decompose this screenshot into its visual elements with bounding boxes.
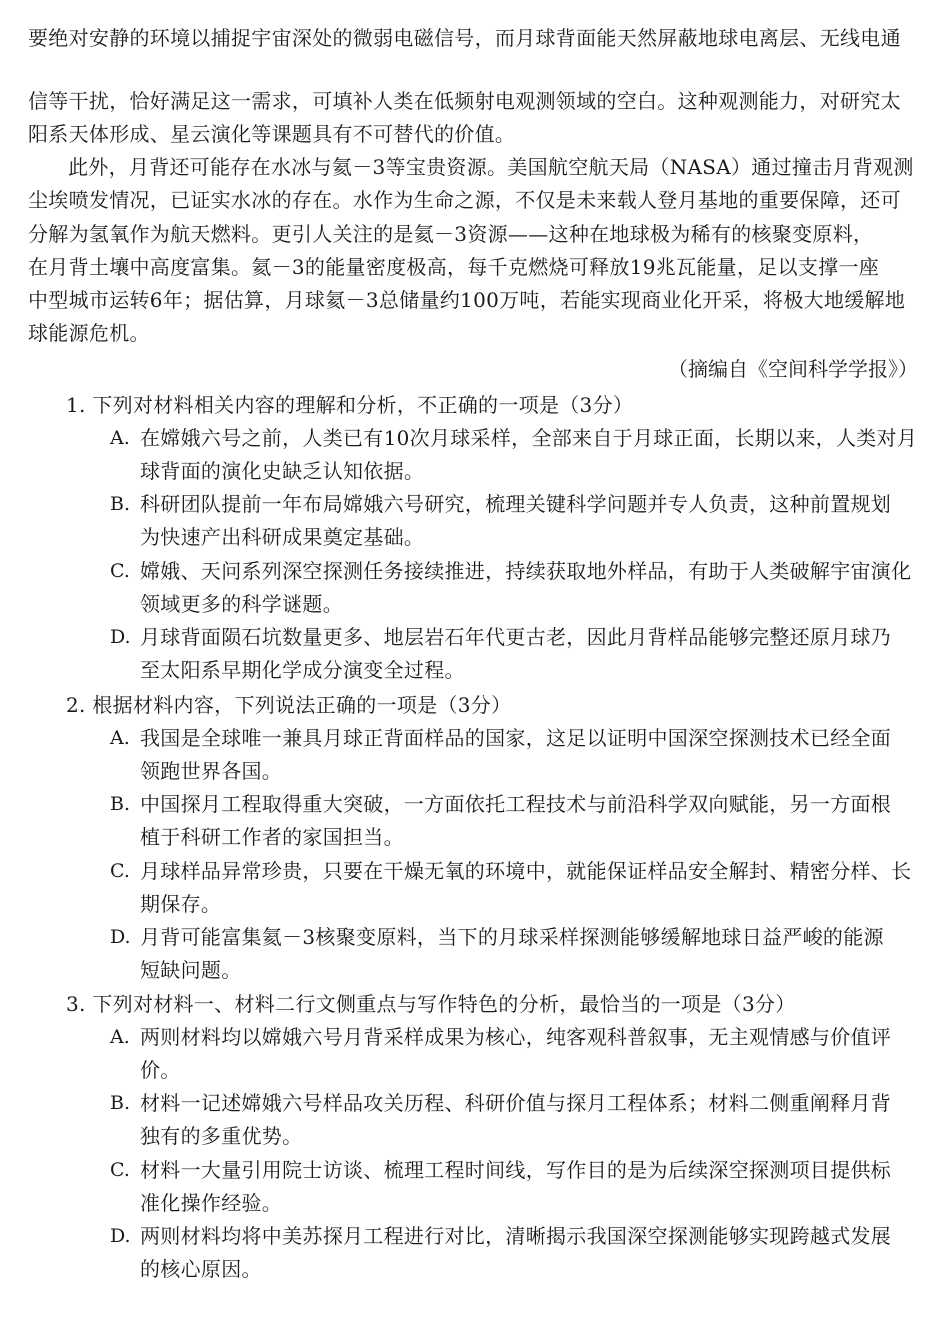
option-text: 至太阳系早期化学成分演变全过程。	[140, 658, 465, 682]
passage-source: （摘编自《空间科学学报》）	[668, 357, 918, 381]
option-text: 中国探月工程取得重大突破，一方面依托工程技术与前沿科学双向赋能，另一方面根	[140, 792, 892, 816]
passage-line: 阳系天体形成、星云演化等课题具有不可替代的价值。	[28, 122, 516, 146]
option-label: B.	[110, 1092, 131, 1114]
option-text: 为快速产出科研成果奠定基础。	[140, 525, 425, 549]
passage-line: 分解为氢氧作为航天燃料。更引人关注的是氦－3资源——这种在地球极为稀有的核聚变原料，	[28, 222, 874, 246]
option-text: 我国是全球唯一兼具月球正背面样品的国家，这足以证明中国深空探测技术已经全面	[140, 726, 892, 750]
option-text: 的核心原因。	[140, 1257, 262, 1281]
option-label: C.	[110, 860, 130, 882]
option-text: 球背面的演化史缺乏认知依据。	[140, 459, 425, 483]
option-label: D.	[110, 926, 131, 948]
option-text: 两则材料均将中美苏探月工程进行对比，清晰揭示我国深空探测能够实现跨越式发展	[140, 1224, 892, 1248]
option-text: 价。	[140, 1058, 181, 1082]
question-stem: 2. 根据材料内容，下列说法正确的一项是（3分）	[66, 693, 512, 717]
option-text: 两则材料均以嫦娥六号月背采样成果为核心，纯客观科普叙事，无主观情感与价值评	[140, 1025, 892, 1049]
passage-line: 此外，月背还可能存在水冰与氦－3等宝贵资源。美国航空航天局（NASA）通过撞击月背观测	[68, 155, 914, 179]
question-stem: 3. 下列对材料一、材料二行文侧重点与写作特色的分析，最恰当的一项是（3分）	[66, 992, 796, 1016]
option-text: 独有的多重优势。	[140, 1124, 303, 1148]
option-label: B.	[110, 493, 131, 515]
option-text: 材料一记述嫦娥六号样品攻关历程、科研价值与探月工程体系；材料二侧重阐释月背	[140, 1091, 892, 1115]
option-text: 植于科研工作者的家国担当。	[140, 825, 404, 849]
option-text: 期保存。	[140, 892, 222, 916]
passage-line: 尘埃喷发情况，已证实水冰的存在。水作为生命之源，不仅是未来载人登月基地的重要保障，还可	[28, 188, 901, 212]
passage-line: 在月背土壤中高度富集。氦－3的能量密度极高，每千克燃烧可释放19兆瓦能量，足以支撑一座	[28, 255, 880, 279]
option-text: 嫦娥、天问系列深空探测任务接续推进，持续获取地外样品，有助于人类破解宇宙演化	[140, 559, 912, 583]
option-label: A.	[110, 427, 130, 449]
question-stem: 1. 下列对材料相关内容的理解和分析，不正确的一项是（3分）	[66, 393, 634, 417]
option-label: A.	[110, 727, 130, 749]
option-label: B.	[110, 793, 131, 815]
option-text: 月球背面陨石坑数量更多、地层岩石年代更古老，因此月背样品能够完整还原月球乃	[140, 625, 892, 649]
passage-line: 球能源危机。	[28, 321, 150, 345]
option-text: 月球样品异常珍贵，只要在干燥无氧的环境中，就能保证样品安全解封、精密分样、长	[140, 859, 912, 883]
option-label: C.	[110, 560, 130, 582]
option-text: 短缺问题。	[140, 958, 242, 982]
option-text: 领域更多的科学谜题。	[140, 592, 343, 616]
option-label: D.	[110, 1225, 131, 1247]
option-text: 领跑世界各国。	[140, 759, 283, 783]
passage-line: 信等干扰，恰好满足这一需求，可填补人类在低频射电观测领域的空白。这种观测能力，对研究太	[28, 89, 901, 113]
option-label: C.	[110, 1159, 130, 1181]
passage-line: 中型城市运转6年；据估算，月球氦－3总储量约100万吨，若能实现商业化开采，将极大地缓解地	[28, 288, 906, 312]
passage-line: 要绝对安静的环境以捕捉宇宙深处的微弱电磁信号，而月球背面能天然屏蔽地球电离层、无线电通	[28, 26, 901, 50]
option-text: 在嫦娥六号之前，人类已有10次月球采样，全部来自于月球正面，长期以来，人类对月	[140, 426, 918, 450]
option-text: 月背可能富集氦－3核聚变原料，当下的月球采样探测能够缓解地球日益严峻的能源	[140, 925, 884, 949]
option-text: 准化操作经验。	[140, 1191, 283, 1215]
option-label: A.	[110, 1026, 130, 1048]
option-text: 材料一大量引用院士访谈、梳理工程时间线，写作目的是为后续深空探测项目提供标	[140, 1158, 892, 1182]
option-label: D.	[110, 626, 131, 648]
option-text: 科研团队提前一年布局嫦娥六号研究，梳理关键科学问题并专人负责，这种前置规划	[140, 492, 892, 516]
